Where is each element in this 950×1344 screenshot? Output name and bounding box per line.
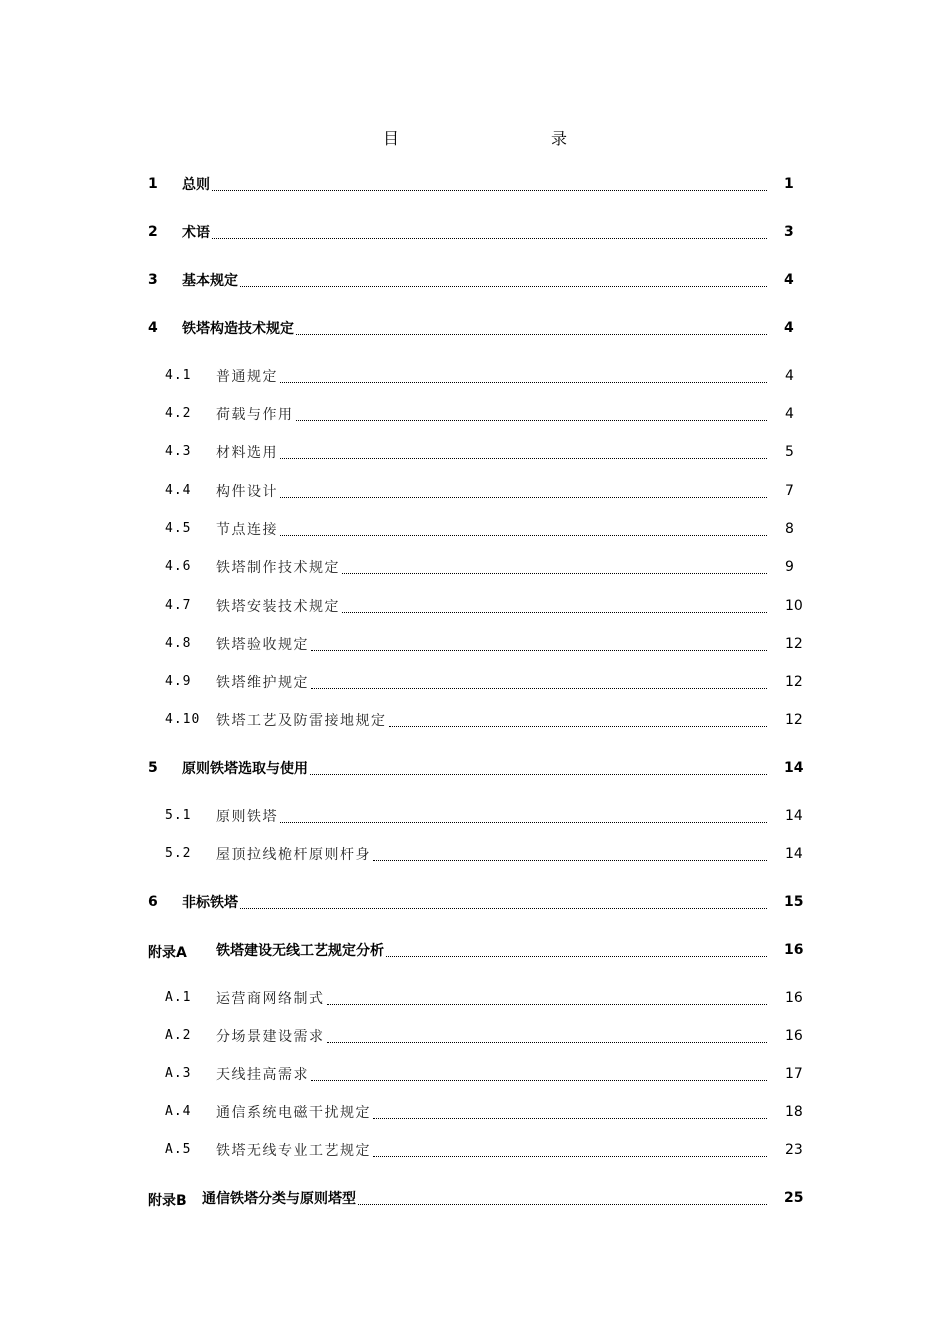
toc-section-entry[interactable] — [0, 1028, 950, 1048]
toc-entry-number: 4.3 — [165, 444, 192, 459]
toc-entry-number: 4 — [148, 320, 158, 336]
toc-entry-leader — [182, 224, 767, 242]
dot-leader — [386, 956, 767, 957]
toc-entry-leader — [216, 808, 767, 826]
toc-entry-page-number: 15 — [784, 894, 804, 910]
toc-section-entry[interactable] — [0, 368, 950, 388]
toc-entry-title: 铁塔安装技术规定 — [216, 596, 341, 616]
dot-leader — [280, 535, 767, 536]
toc-entry-number: A.3 — [165, 1066, 192, 1081]
toc-entry-title: 构件设计 — [216, 481, 279, 501]
dot-leader — [342, 573, 767, 574]
toc-entry-page-number: 10 — [785, 598, 803, 614]
toc-section-entry[interactable] — [0, 808, 950, 828]
toc-entry-leader — [216, 942, 767, 960]
toc-entry-leader — [182, 320, 767, 338]
toc-entry-leader — [216, 1142, 767, 1160]
dot-leader — [212, 190, 767, 191]
toc-entry-leader — [216, 406, 767, 424]
toc-entry-title: 通信铁塔分类与原则塔型 — [202, 1188, 357, 1208]
toc-entry-number: 4.8 — [165, 636, 192, 651]
toc-entry-title: 铁塔制作技术规定 — [216, 557, 341, 577]
dot-leader — [342, 612, 767, 613]
toc-entry-title: 基本规定 — [182, 270, 239, 290]
toc-entry-title: 材料选用 — [216, 442, 279, 462]
toc-entry-number: 附录B — [148, 1193, 187, 1209]
dot-leader — [358, 1204, 767, 1205]
toc-entry-leader — [216, 712, 767, 730]
toc-entry-leader — [182, 760, 767, 778]
toc-entry-leader — [216, 990, 767, 1008]
toc-section-entry[interactable] — [0, 444, 950, 464]
toc-entry-leader — [216, 1104, 767, 1122]
toc-chapter-entry[interactable] — [0, 176, 950, 196]
toc-entry-leader — [216, 521, 767, 539]
dot-leader — [280, 458, 767, 459]
toc-entry-title: 节点连接 — [216, 519, 279, 539]
toc-entry-title: 荷载与作用 — [216, 404, 295, 424]
toc-entry-page-number: 14 — [784, 760, 804, 776]
toc-entry-leader — [216, 483, 767, 501]
toc-entry-page-number: 9 — [785, 559, 794, 575]
toc-entry-leader — [216, 368, 767, 386]
dot-leader — [373, 860, 767, 861]
toc-entry-number: A.2 — [165, 1028, 192, 1043]
dot-leader — [280, 382, 767, 383]
toc-entry-page-number: 8 — [785, 521, 794, 537]
toc-entry-page-number: 16 — [785, 1028, 803, 1044]
toc-section-entry[interactable] — [0, 674, 950, 694]
toc-entry-title: 铁塔维护规定 — [216, 672, 310, 692]
toc-entry-number: 4.9 — [165, 674, 192, 689]
toc-entry-title: 铁塔工艺及防雷接地规定 — [216, 710, 388, 730]
toc-entry-title: 非标铁塔 — [182, 892, 239, 912]
toc-entry-leader — [182, 894, 767, 912]
toc-entry-page-number: 4 — [785, 406, 794, 422]
toc-chapter-entry[interactable] — [0, 272, 950, 292]
toc-entry-number: 1 — [148, 176, 158, 192]
toc-section-entry[interactable] — [0, 636, 950, 656]
toc-entry-number: 5 — [148, 760, 158, 776]
toc-section-entry[interactable] — [0, 598, 950, 618]
toc-entry-title: 总则 — [182, 174, 211, 194]
dot-leader — [296, 420, 768, 421]
toc-entry-page-number: 4 — [785, 368, 794, 384]
dot-leader — [310, 774, 767, 775]
toc-entry-leader — [182, 272, 767, 290]
toc-entry-title: 铁塔无线专业工艺规定 — [216, 1140, 372, 1160]
dot-leader — [389, 726, 768, 727]
dot-leader — [373, 1156, 767, 1157]
toc-entry-title: 普通规定 — [216, 366, 279, 386]
dot-leader — [240, 908, 767, 909]
toc-entry-number: 附录A — [148, 945, 187, 961]
dot-leader — [311, 1080, 767, 1081]
dot-leader — [212, 238, 767, 239]
toc-entry-leader — [216, 444, 767, 462]
toc-title: 目 录 — [382, 129, 607, 148]
toc-entry-number: 4.7 — [165, 598, 192, 613]
toc-entry-number: 4.5 — [165, 521, 192, 536]
toc-entry-title: 天线挂高需求 — [216, 1064, 310, 1084]
toc-entry-page-number: 23 — [785, 1142, 803, 1158]
toc-chapter-entry[interactable] — [0, 224, 950, 244]
toc-entry-leader — [216, 846, 767, 864]
dot-leader — [280, 822, 767, 823]
toc-entry-title: 铁塔构造技术规定 — [182, 318, 295, 338]
dot-leader — [327, 1042, 768, 1043]
toc-entry-page-number: 12 — [785, 636, 803, 652]
toc-entry-number: A.4 — [165, 1104, 192, 1119]
toc-entry-title: 术语 — [182, 222, 211, 242]
toc-entry-page-number: 4 — [784, 272, 794, 288]
toc-section-entry[interactable] — [0, 1104, 950, 1124]
toc-entry-number: 6 — [148, 894, 158, 910]
toc-section-entry[interactable] — [0, 559, 950, 579]
toc-entry-number: 3 — [148, 272, 158, 288]
toc-entry-title: 铁塔验收规定 — [216, 634, 310, 654]
toc-entry-page-number: 1 — [784, 176, 794, 192]
toc-entry-number: 4.2 — [165, 406, 192, 421]
toc-entry-title: 原则铁塔选取与使用 — [182, 758, 309, 778]
toc-entry-leader — [216, 674, 767, 692]
toc-chapter-entry[interactable] — [0, 894, 950, 914]
toc-entry-number: 4.10 — [165, 712, 201, 727]
toc-entry-number: A.1 — [165, 990, 192, 1005]
toc-section-entry[interactable] — [0, 483, 950, 503]
toc-entry-page-number: 12 — [785, 712, 803, 728]
toc-entry-page-number: 14 — [785, 846, 803, 862]
toc-section-entry[interactable] — [0, 1142, 950, 1162]
toc-entry-title: 运营商网络制式 — [216, 988, 326, 1008]
toc-section-entry[interactable] — [0, 406, 950, 426]
dot-leader — [311, 688, 767, 689]
toc-entry-title: 通信系统电磁干扰规定 — [216, 1102, 372, 1122]
toc-entry-number: 4.4 — [165, 483, 192, 498]
toc-entry-leader — [216, 1066, 767, 1084]
toc-chapter-entry[interactable] — [0, 1190, 950, 1210]
toc-entry-page-number: 14 — [785, 808, 803, 824]
toc-section-entry[interactable] — [0, 1066, 950, 1086]
toc-entry-page-number: 17 — [785, 1066, 803, 1082]
toc-entry-leader — [216, 636, 767, 654]
dot-leader — [327, 1004, 768, 1005]
toc-entry-page-number: 3 — [784, 224, 794, 240]
toc-entry-title: 屋顶拉线桅杆原则杆身 — [216, 844, 372, 864]
toc-section-entry[interactable] — [0, 712, 950, 732]
dot-leader — [240, 286, 767, 287]
toc-entry-number: 4.1 — [165, 368, 192, 383]
dot-leader — [311, 650, 767, 651]
toc-entry-number: 2 — [148, 224, 158, 240]
toc-section-entry[interactable] — [0, 521, 950, 541]
toc-entry-title: 分场景建设需求 — [216, 1026, 326, 1046]
toc-entry-title: 铁塔建设无线工艺规定分析 — [216, 940, 385, 960]
dot-leader — [373, 1118, 767, 1119]
toc-entry-title: 原则铁塔 — [216, 806, 279, 826]
toc-chapter-entry[interactable] — [0, 760, 950, 780]
dot-leader — [280, 497, 767, 498]
toc-entry-leader — [182, 176, 767, 194]
toc-entry-page-number: 5 — [785, 444, 794, 460]
toc-entry-number: 4.6 — [165, 559, 192, 574]
toc-entry-number: 5.1 — [165, 808, 192, 823]
toc-section-entry[interactable] — [0, 990, 950, 1010]
toc-entry-leader — [216, 1028, 767, 1046]
toc-entry-page-number: 4 — [784, 320, 794, 336]
toc-entry-number: A.5 — [165, 1142, 192, 1157]
toc-section-entry[interactable] — [0, 846, 950, 866]
toc-entry-page-number: 18 — [785, 1104, 803, 1120]
toc-entry-leader — [216, 559, 767, 577]
toc-entry-leader — [202, 1190, 767, 1208]
toc-entry-page-number: 12 — [785, 674, 803, 690]
toc-chapter-entry[interactable] — [0, 942, 950, 962]
toc-entry-page-number: 16 — [784, 942, 804, 958]
toc-entry-number: 5.2 — [165, 846, 192, 861]
toc-entry-page-number: 7 — [785, 483, 794, 499]
toc-entry-leader — [216, 598, 767, 616]
toc-entry-page-number: 25 — [784, 1190, 804, 1206]
toc-chapter-entry[interactable] — [0, 320, 950, 340]
dot-leader — [296, 334, 767, 335]
toc-entry-page-number: 16 — [785, 990, 803, 1006]
